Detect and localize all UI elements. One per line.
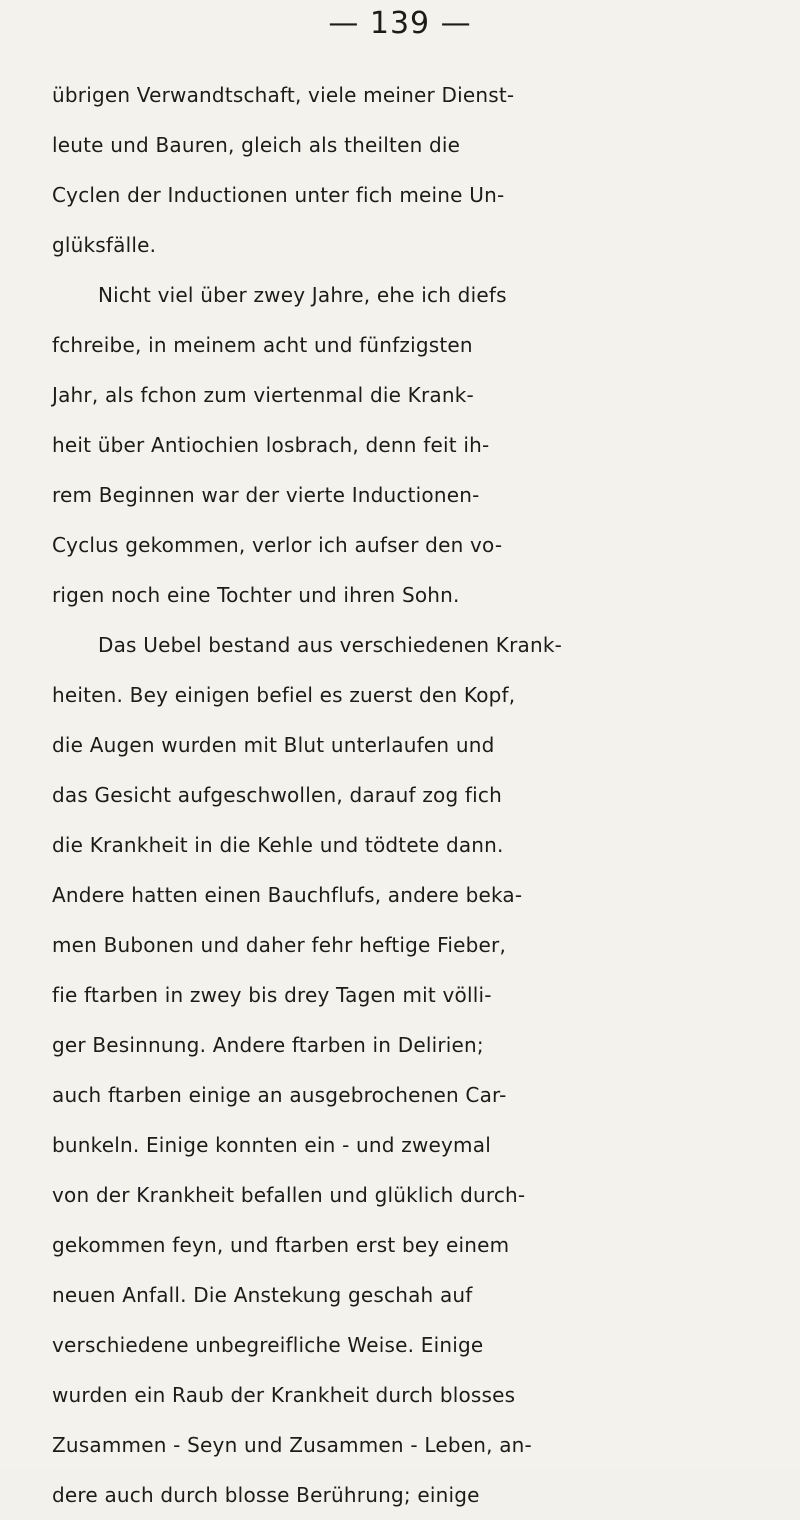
text-line: von der Krankheit befallen und glüklich durch- <box>52 1183 526 1207</box>
text-line: gekommen feyn, und ftarben erst bey einem <box>52 1233 510 1257</box>
text-line: auch ftarben einige an ausgebrochenen Car- <box>52 1083 507 1107</box>
text-line: glüksfälle. <box>52 233 157 257</box>
text-line: dere auch durch blosse Berührung; einige <box>52 1483 480 1507</box>
text-line: verschiedene unbegreifliche Weise. Einige <box>52 1333 484 1357</box>
text-line: fchreibe, in meinem acht und fünfzigsten <box>52 333 473 357</box>
text-line: rem Beginnen war der vierte Inductionen- <box>52 483 480 507</box>
text-line: Das Uebel bestand aus verschiedenen Krank- <box>98 633 563 657</box>
page-number-header: — 139 — <box>328 6 472 41</box>
text-line: Cyclus gekommen, verlor ich aufser den vo- <box>52 533 503 557</box>
text-line: übrigen Verwandtschaft, viele meiner Dienst- <box>52 83 515 107</box>
text-line: Andere hatten einen Bauchflufs, andere beka- <box>52 883 523 907</box>
text-line: wurden ein Raub der Krankheit durch blosses <box>52 1383 516 1407</box>
text-line: heiten. Bey einigen befiel es zuerst den Kopf, <box>52 683 516 707</box>
text-line: die Krankheit in die Kehle und tödtete dann. <box>52 833 504 857</box>
text-line: Jahr, als fchon zum viertenmal die Krank- <box>52 383 474 407</box>
text-line: neuen Anfall. Die Anstekung geschah auf <box>52 1283 473 1307</box>
text-line: bunkeln. Einige konnten ein - und zweymal <box>52 1133 491 1157</box>
text-line: heit über Antiochien losbrach, denn feit ih- <box>52 433 490 457</box>
text-line: men Bubonen und daher fehr heftige Fieber, <box>52 933 506 957</box>
text-line: die Augen wurden mit Blut unterlaufen und <box>52 733 495 757</box>
text-line: leute und Bauren, gleich als theilten die <box>52 133 461 157</box>
body-text <box>52 70 792 1520</box>
text-line: rigen noch eine Tochter und ihren Sohn. <box>52 583 460 607</box>
text-line: fie ftarben in zwey bis drey Tagen mit völli- <box>52 983 492 1007</box>
text-line: das Gesicht aufgeschwollen, darauf zog fich <box>52 783 503 807</box>
text-line: Nicht viel über zwey Jahre, ehe ich diefs <box>98 283 507 307</box>
text-line: Cyclen der Inductionen unter fich meine Un- <box>52 183 505 207</box>
text-line: ger Besinnung. Andere ftarben in Delirien; <box>52 1033 484 1057</box>
text-line: Zusammen - Seyn und Zusammen - Leben, an- <box>52 1433 532 1457</box>
